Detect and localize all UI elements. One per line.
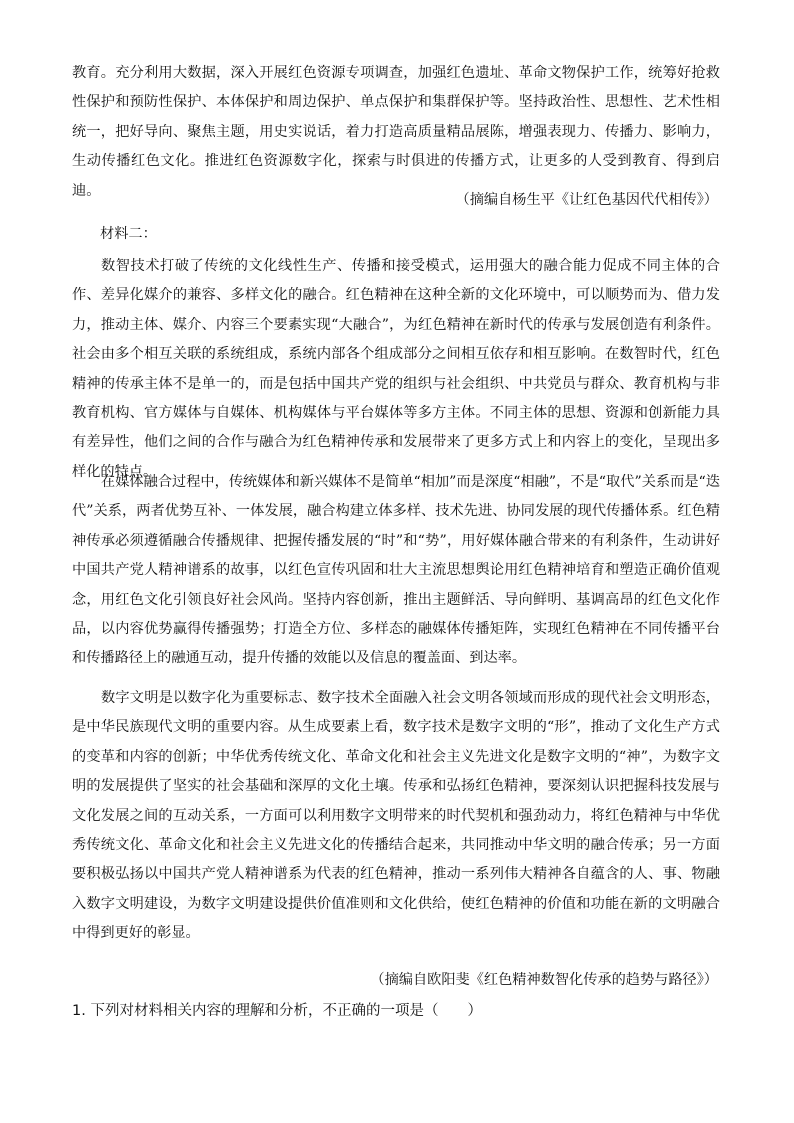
source-citation-1: （摘编自杨生平《让红色基因代代相传》） — [455, 192, 718, 208]
material-2-paragraph-1: 数智技术打破了传统的文化线性生产、传播和接受模式，运用强大的融合能力促成不同主体的合作、差异化媒介的兼容、多样文化的融合。红色精神在这种全新的文化环境中，可以顺势而为、借力发力，推动主体、媒介、内容三个要素实现“大融合”，为红色精神在新时代的传承与发展创造有利条件。社会由多个相互关联的系统组成，系统内部各个组成部分之间相互依存和相互影响。在数智时代，红色精神的传承主体不是单一的，而是包括中国共产党的组织与社会组织、中共党员与群众、教育机构与非教育机构、官方媒体与自媒体、机构媒体与平台媒体等多方主体。不同主体的思想、资源和创新能力具有差异性，他们之间的合作与融合为红色精神传承和发展带来了更多方式上和内容上的变化，呈现出多样化的特点。 — [72, 258, 720, 480]
question-1: 1. 下列对材料相关内容的理解和分析，不正确的一项是（ ） — [72, 1003, 482, 1019]
material-2-paragraph-2: 在媒体融合过程中，传统媒体和新兴媒体不是简单“相加”而是深度“相融”，不是“取代”关系而是“迭代”关系，两者优势互补、一体发展，融合构建立体多样、技术先进、协同发展的现代传播体系。红色精神传承必须遵循融合传播规律、把握传播发展的“时”和“势”，用好媒体融合带来的有利条件，生动讲好中国共产党人精神谱系的故事，以红色宣传巩固和壮大主流思想舆论用红色精神培育和塑造正确价值观念，用红色文化引领良好社会风尚。坚持内容创新，推出主题鲜活、导向鲜明、基调高昂的红色文化作品，以内容优势赢得传播强势；打造全方位、多样态的融媒体传播矩阵，实现红色精神在不同传播平台和传播路径上的融通互动，提升传播的效能以及信息的覆盖面、到达率。 — [72, 474, 720, 667]
source-citation-2: （摘编自欧阳斐《红色精神数智化传承的趋势与路径》） — [370, 972, 718, 988]
material-2-paragraph-3: 数字文明是以数字化为重要标志、数字技术全面融入社会文明各领域而形成的现代社会文明形态，是中华民族现代文明的重要内容。从生成要素上看，数字技术是数字文明的“形”，推动了文化生产方式的变革和内容的创新；中华优秀传统文化、革命文化和社会主义先进文化是数字文明的“神”，为数字文明的发展提供了坚实的社会基础和深厚的文化土壤。传承和弘扬红色精神，要深刻认识把握科技发展与文化发展之间的互动关系，一方面可以利用数字文明带来的时代契机和强劲动力，将红色精神与中华优秀传统文化、革命文化和社会主义先进文化的传播结合起来，共同推动中华文明的融合传承；另一方面要积极弘扬以中国共产党人精神谱系为代表的红色精神，推动一系列伟大精神各自蕴含的人、事、物融入数字文明建设，为数字文明建设提供价值准则和文化供给，使红色精神的价值和功能在新的文明融合中得到更好的彰显。 — [72, 690, 720, 942]
paragraph-continued: 教育。充分利用大数据，深入开展红色资源专项调查，加强红色遗址、革命文物保护工作，统筹好抢救性保护和预防性保护、本体保护和周边保护、单点保护和集群保护等。坚持政治性、思想性、艺术性相统一，把好导向、聚焦主题，用史实说话，着力打造高质量精品展陈，增强表现力、传播力、影响力，生动传播红色文化。推进红色资源数字化，探索与时俱进的传播方式，让更多的人受到教育、得到启迪。 — [72, 65, 720, 199]
material-2-label: 材料二： — [100, 226, 157, 242]
